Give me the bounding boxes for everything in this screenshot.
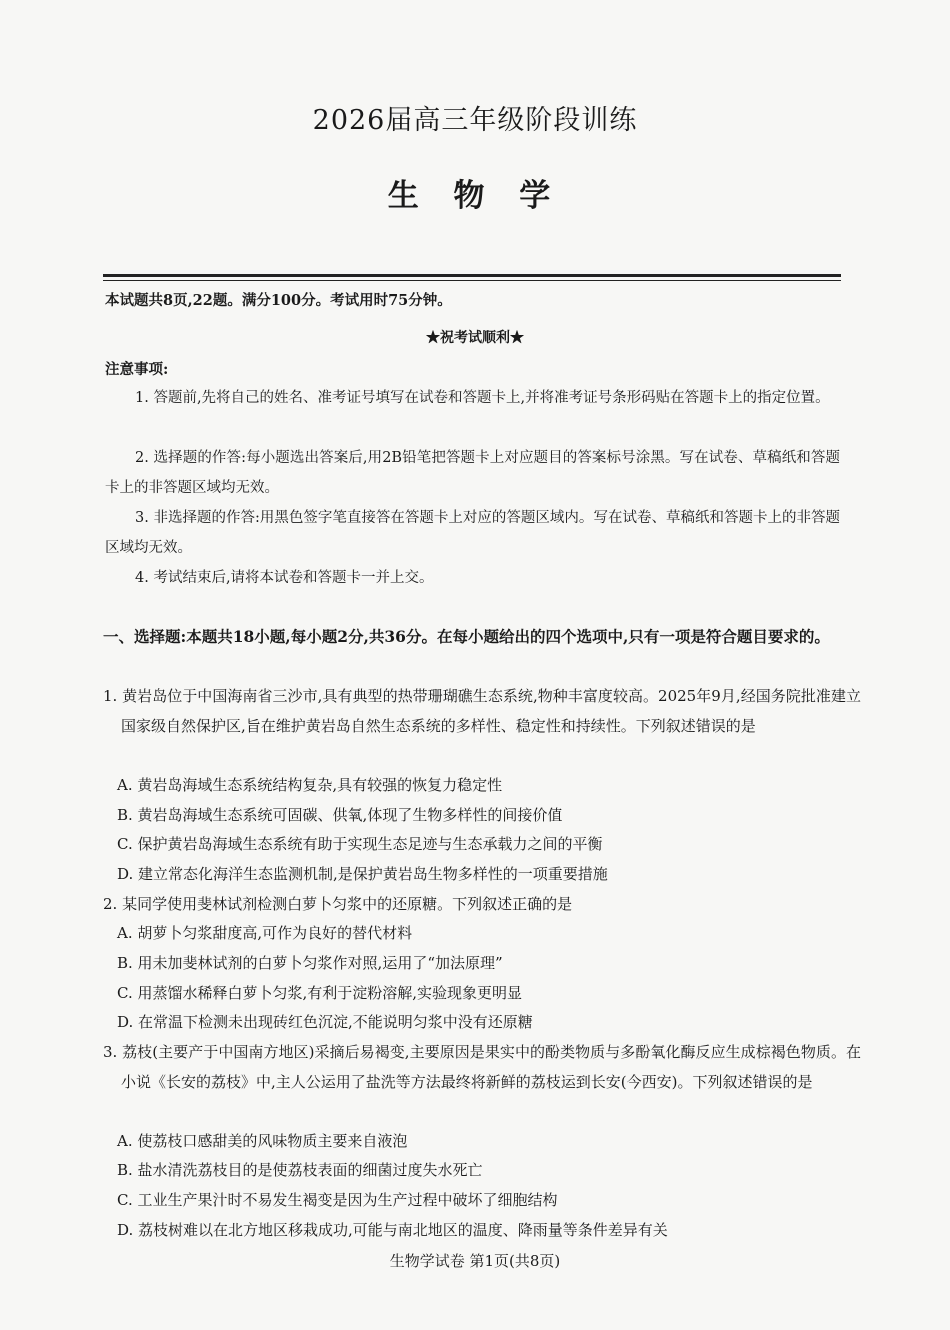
section-heading: 一、选择题:本题共18小题,每小题2分,共36分。在每小题给出的四个选项中,只有一项是符合题目要求的。	[103, 627, 830, 646]
question-3-stem: 3. 荔枝(主要产于中国南方地区)采摘后易褐变,主要原因是果实中的酚类物质与多酚氧化酶反应生成棕褐色物质。在小说《长安的荔枝》中,主人公运用了盐洗等方法最终将新鲜的荔枝运到长安(今西安)。下列叙述错误的是	[103, 1043, 861, 1091]
question-1-option-c: C. 保护黄岩岛海域生态系统有助于实现生态足迹与生态承载力之间的平衡	[117, 835, 603, 853]
header-rule-thick	[103, 274, 841, 277]
question-1-option-d: D. 建立常态化海洋生态监测机制,是保护黄岩岛生物多样性的一项重要措施	[117, 865, 608, 883]
question-2-option-d: D. 在常温下检测未出现砖红色沉淀,不能说明匀浆中没有还原糖	[117, 1013, 533, 1031]
question-3-option-a: A. 使荔枝口感甜美的风味物质主要来自液泡	[117, 1132, 408, 1150]
note-item-4: 4. 考试结束后,请将本试卷和答题卡一并上交。	[135, 570, 434, 586]
question-1-stem: 1. 黄岩岛位于中国海南省三沙市,具有典型的热带珊瑚礁生态系统,物种丰富度较高。2025年9月,经国务院批准建立国家级自然保护区,旨在维护黄岩岛自然生态系统的多样性、稳定性和持续性。下列叙述错误的是	[103, 687, 861, 735]
header-rule-thin	[103, 280, 841, 281]
page-footer: 生物学试卷 第1页(共8页)	[389, 1252, 561, 1270]
question-3-option-c: C. 工业生产果汁时不易发生褐变是因为生产过程中破坏了细胞结构	[117, 1191, 558, 1209]
question-2-option-a: A. 胡萝卜匀浆甜度高,可作为良好的替代材料	[117, 924, 413, 942]
subject-title: 生 物 学	[387, 178, 563, 214]
note-item-3: 3. 非选择题的作答:用黑色签字笔直接答在答题卡上对应的答题区域内。写在试卷、草稿纸和答题卡上的非答题区域均无效。	[105, 510, 840, 556]
note-item-2: 2. 选择题的作答:每小题选出答案后,用2B铅笔把答题卡上对应题目的答案标号涂黑。写在试卷、草稿纸和答题卡上的非答题区域均无效。	[105, 450, 840, 496]
exam-title: 2026届高三年级阶段训练	[312, 105, 638, 136]
note-item-1: 1. 答题前,先将自己的姓名、准考证号填写在试卷和答题卡上,并将准考证号条形码贴在答题卡上的指定位置。	[135, 390, 830, 406]
question-1-option-a: A. 黄岩岛海域生态系统结构复杂,具有较强的恢复力稳定性	[117, 776, 503, 794]
question-1-option-b: B. 黄岩岛海域生态系统可固碳、供氧,体现了生物多样性的间接价值	[117, 806, 563, 824]
good-luck-line: ★祝考试顺利★	[426, 330, 524, 346]
question-2-stem: 2. 某同学使用斐林试剂检测白萝卜匀浆中的还原糖。下列叙述正确的是	[103, 895, 573, 913]
notes-heading: 注意事项:	[105, 361, 169, 378]
question-2-option-b: B. 用未加斐林试剂的白萝卜匀浆作对照,运用了“加法原理”	[117, 954, 503, 972]
exam-info-line: 本试题共8页,22题。满分100分。考试用时75分钟。	[105, 292, 452, 309]
question-3-option-b: B. 盐水清洗荔枝目的是使荔枝表面的细菌过度失水死亡	[117, 1161, 483, 1179]
question-2-option-c: C. 用蒸馏水稀释白萝卜匀浆,有利于淀粉溶解,实验现象更明显	[117, 984, 523, 1002]
question-3-option-d: D. 荔枝树难以在北方地区移栽成功,可能与南北地区的温度、降雨量等条件差异有关	[117, 1221, 668, 1239]
